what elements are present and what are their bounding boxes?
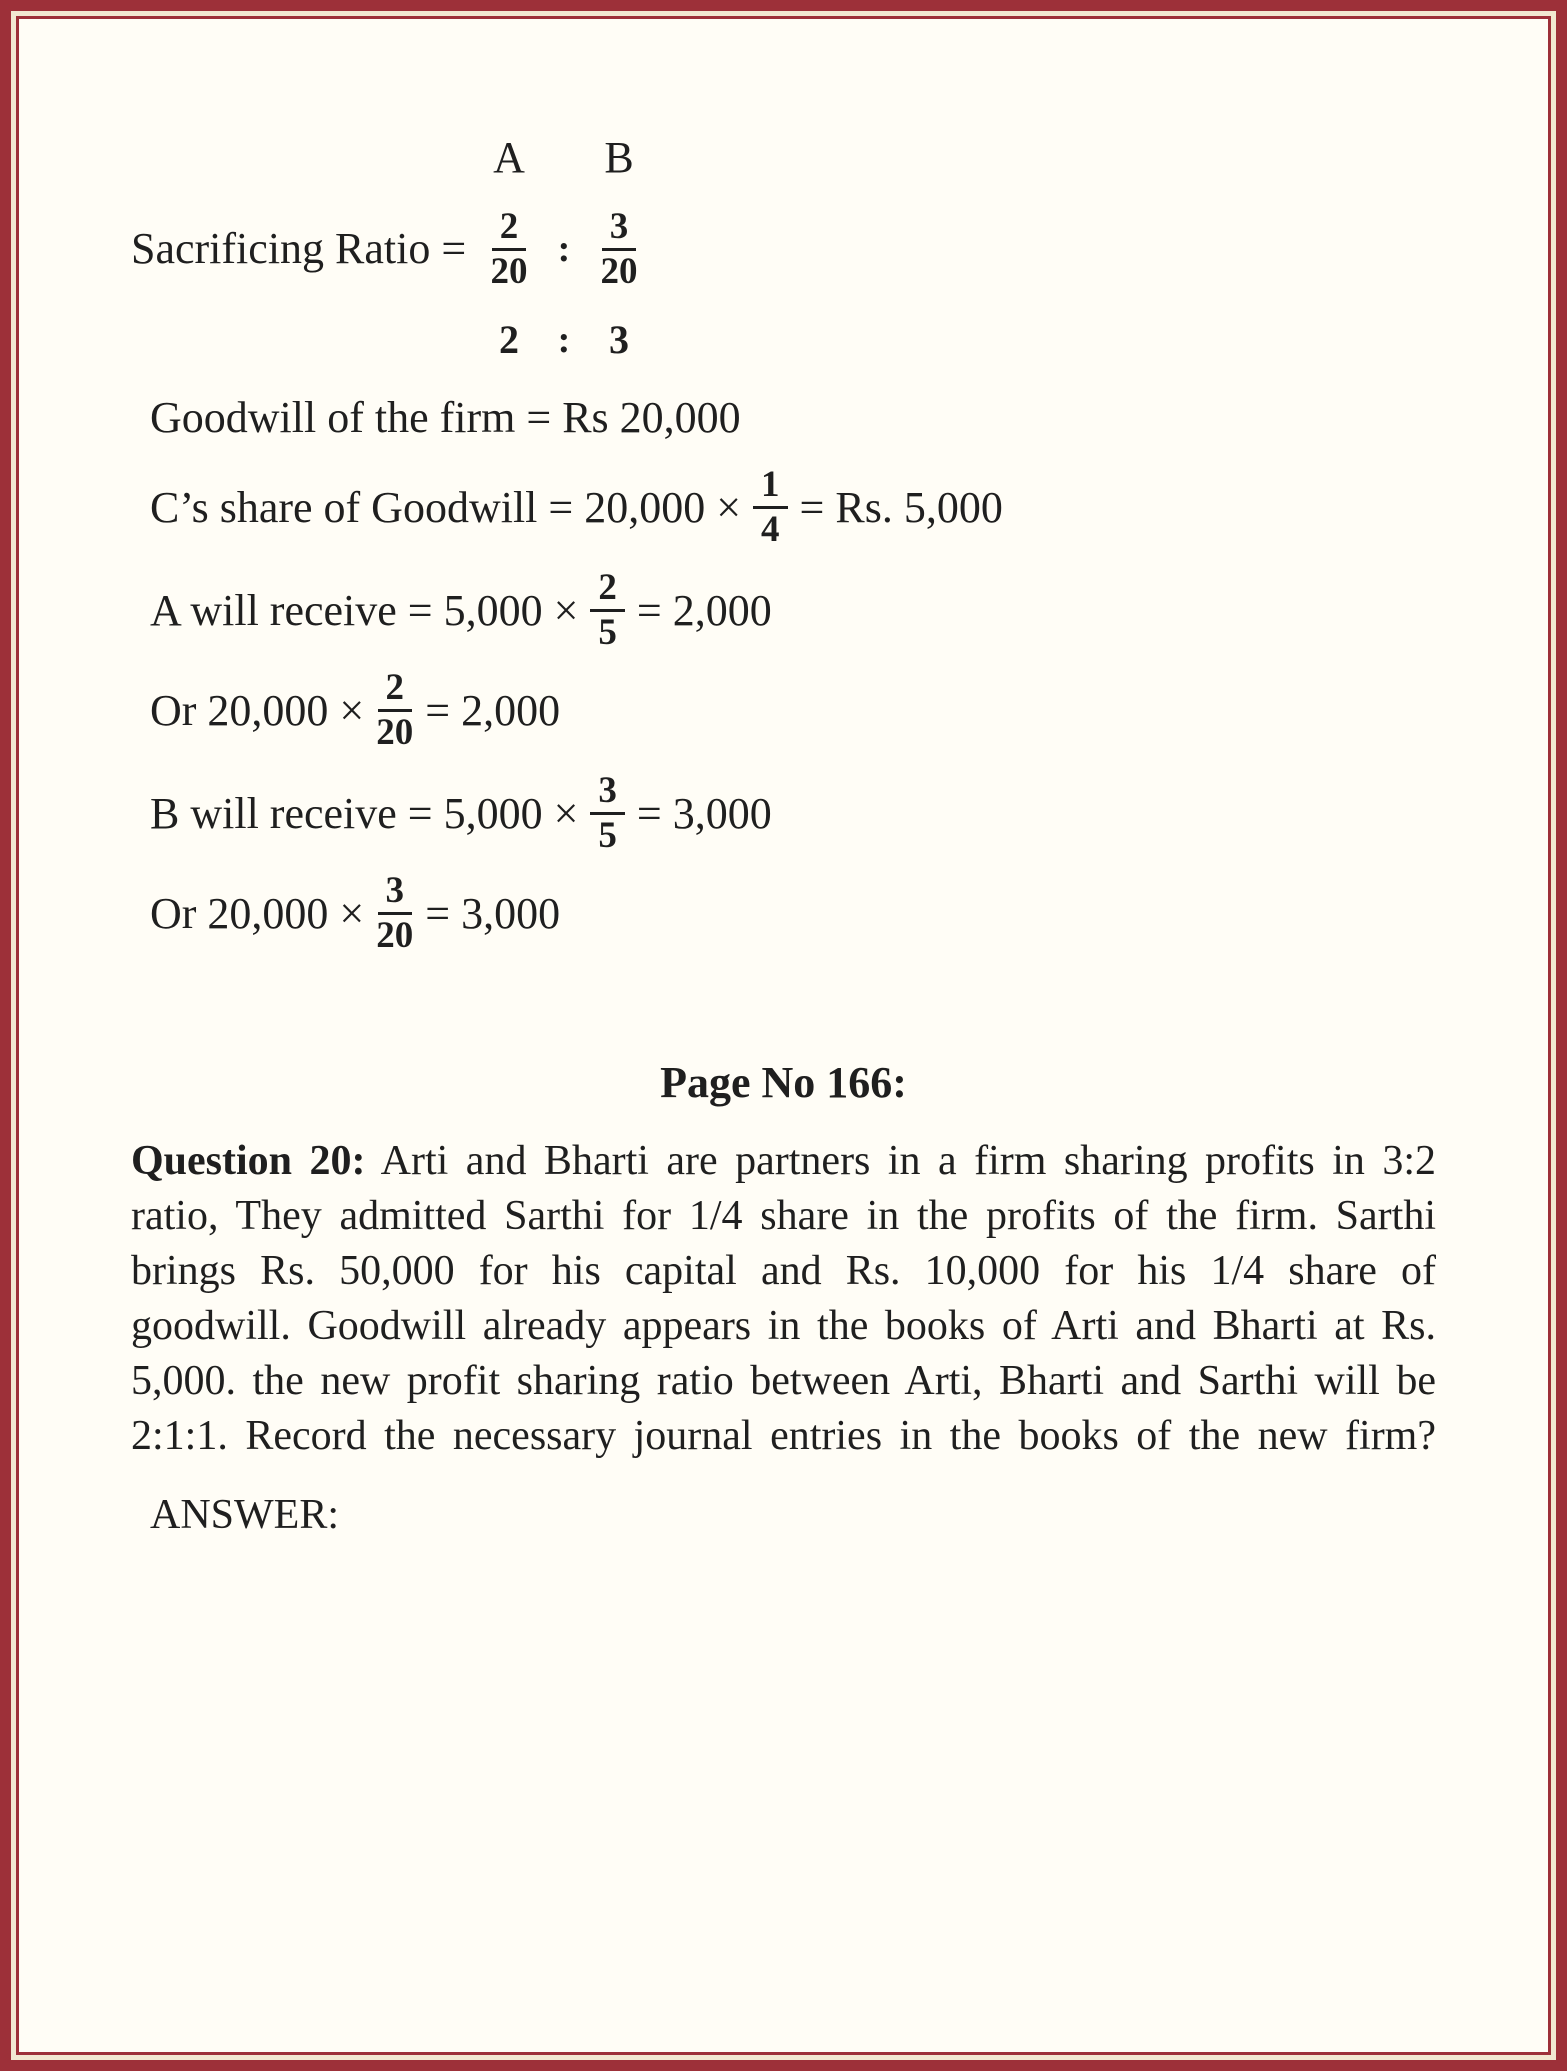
or-a-line	[150, 666, 561, 753]
ratio-colon: :	[557, 228, 571, 270]
or-b-line	[150, 869, 561, 956]
fraction-denominator: 20	[490, 251, 528, 292]
fraction	[590, 769, 625, 856]
fraction-numerator: 3	[602, 210, 637, 251]
equation-suffix: = 2,000	[425, 685, 561, 735]
fraction-denominator: 5	[598, 815, 617, 856]
ratio-result-b: 3	[609, 317, 629, 362]
fraction-b	[581, 205, 657, 292]
ratio-result-a: 2	[499, 317, 519, 362]
fraction-numerator: 2	[492, 210, 527, 251]
equation-prefix: Or 20,000 ×	[150, 685, 365, 735]
fraction	[376, 869, 414, 956]
question-line: ratio, They admitted Sarthi for 1/4 share in the profits of the firm. Sarthi	[131, 1193, 1436, 1239]
fraction	[600, 205, 638, 292]
equation-suffix: = 3,000	[636, 788, 772, 838]
equation-prefix: C’s share of Goodwill = 20,000 ×	[150, 482, 742, 532]
fraction-denominator: 4	[761, 509, 780, 550]
document-page	[19, 19, 1548, 2052]
equation-suffix: = Rs. 5,000	[799, 482, 1003, 532]
b-receive-line	[150, 769, 772, 856]
question-line: 2:1:1. Record the necessary journal entries in the books of the new firm?	[131, 1413, 1436, 1459]
sacrificing-ratio-block	[131, 134, 657, 364]
fraction-denominator: 20	[600, 251, 638, 292]
column-b-label: B	[604, 133, 634, 182]
equation-suffix: = 3,000	[425, 888, 561, 938]
fraction	[376, 666, 414, 753]
goodwill-line: Goodwill of the firm = Rs 20,000	[150, 393, 741, 442]
equation-prefix: A will receive = 5,000 ×	[150, 585, 579, 635]
equation-prefix: B will receive = 5,000 ×	[150, 788, 579, 838]
a-receive-line	[150, 566, 772, 653]
column-a-label: A	[493, 133, 525, 182]
fraction-denominator: 20	[376, 712, 414, 753]
question-text: Arti and Bharti are partners in a firm sharing profits in 3:2	[380, 1138, 1437, 1184]
fraction	[590, 566, 625, 653]
answer-label: ANSWER:	[150, 1492, 339, 1538]
fraction	[490, 205, 528, 292]
fraction-numerator: 1	[753, 468, 788, 509]
fraction-a	[471, 205, 547, 292]
ratio-result-colon: :	[557, 319, 571, 361]
question-paragraph	[131, 1134, 1436, 1464]
question-line: goodwill. Goodwill already appears in the books of Arti and Bharti at Rs.	[131, 1303, 1436, 1349]
question-line	[131, 1134, 1436, 1189]
fraction-numerator: 3	[590, 774, 625, 815]
fraction	[753, 463, 788, 550]
equation-suffix: = 2,000	[636, 585, 772, 635]
fraction-numerator: 2	[378, 671, 413, 712]
fraction-denominator: 20	[376, 915, 414, 956]
question-label: Question 20:	[131, 1138, 366, 1184]
c-share-line	[150, 463, 1003, 550]
equation-prefix: Or 20,000 ×	[150, 888, 365, 938]
question-line: 5,000. the new profit sharing ratio between Arti, Bharti and Sarthi will be	[131, 1358, 1436, 1404]
fraction-numerator: 2	[590, 571, 625, 612]
sacrificing-ratio-label: Sacrificing Ratio =	[131, 224, 467, 273]
fraction-numerator: 3	[378, 874, 413, 915]
page-number-heading: Page No 166:	[660, 1058, 907, 1107]
question-line: brings Rs. 50,000 for his capital and Rs. 10,000 for his 1/4 share of	[131, 1248, 1436, 1294]
fraction-denominator: 5	[598, 612, 617, 653]
